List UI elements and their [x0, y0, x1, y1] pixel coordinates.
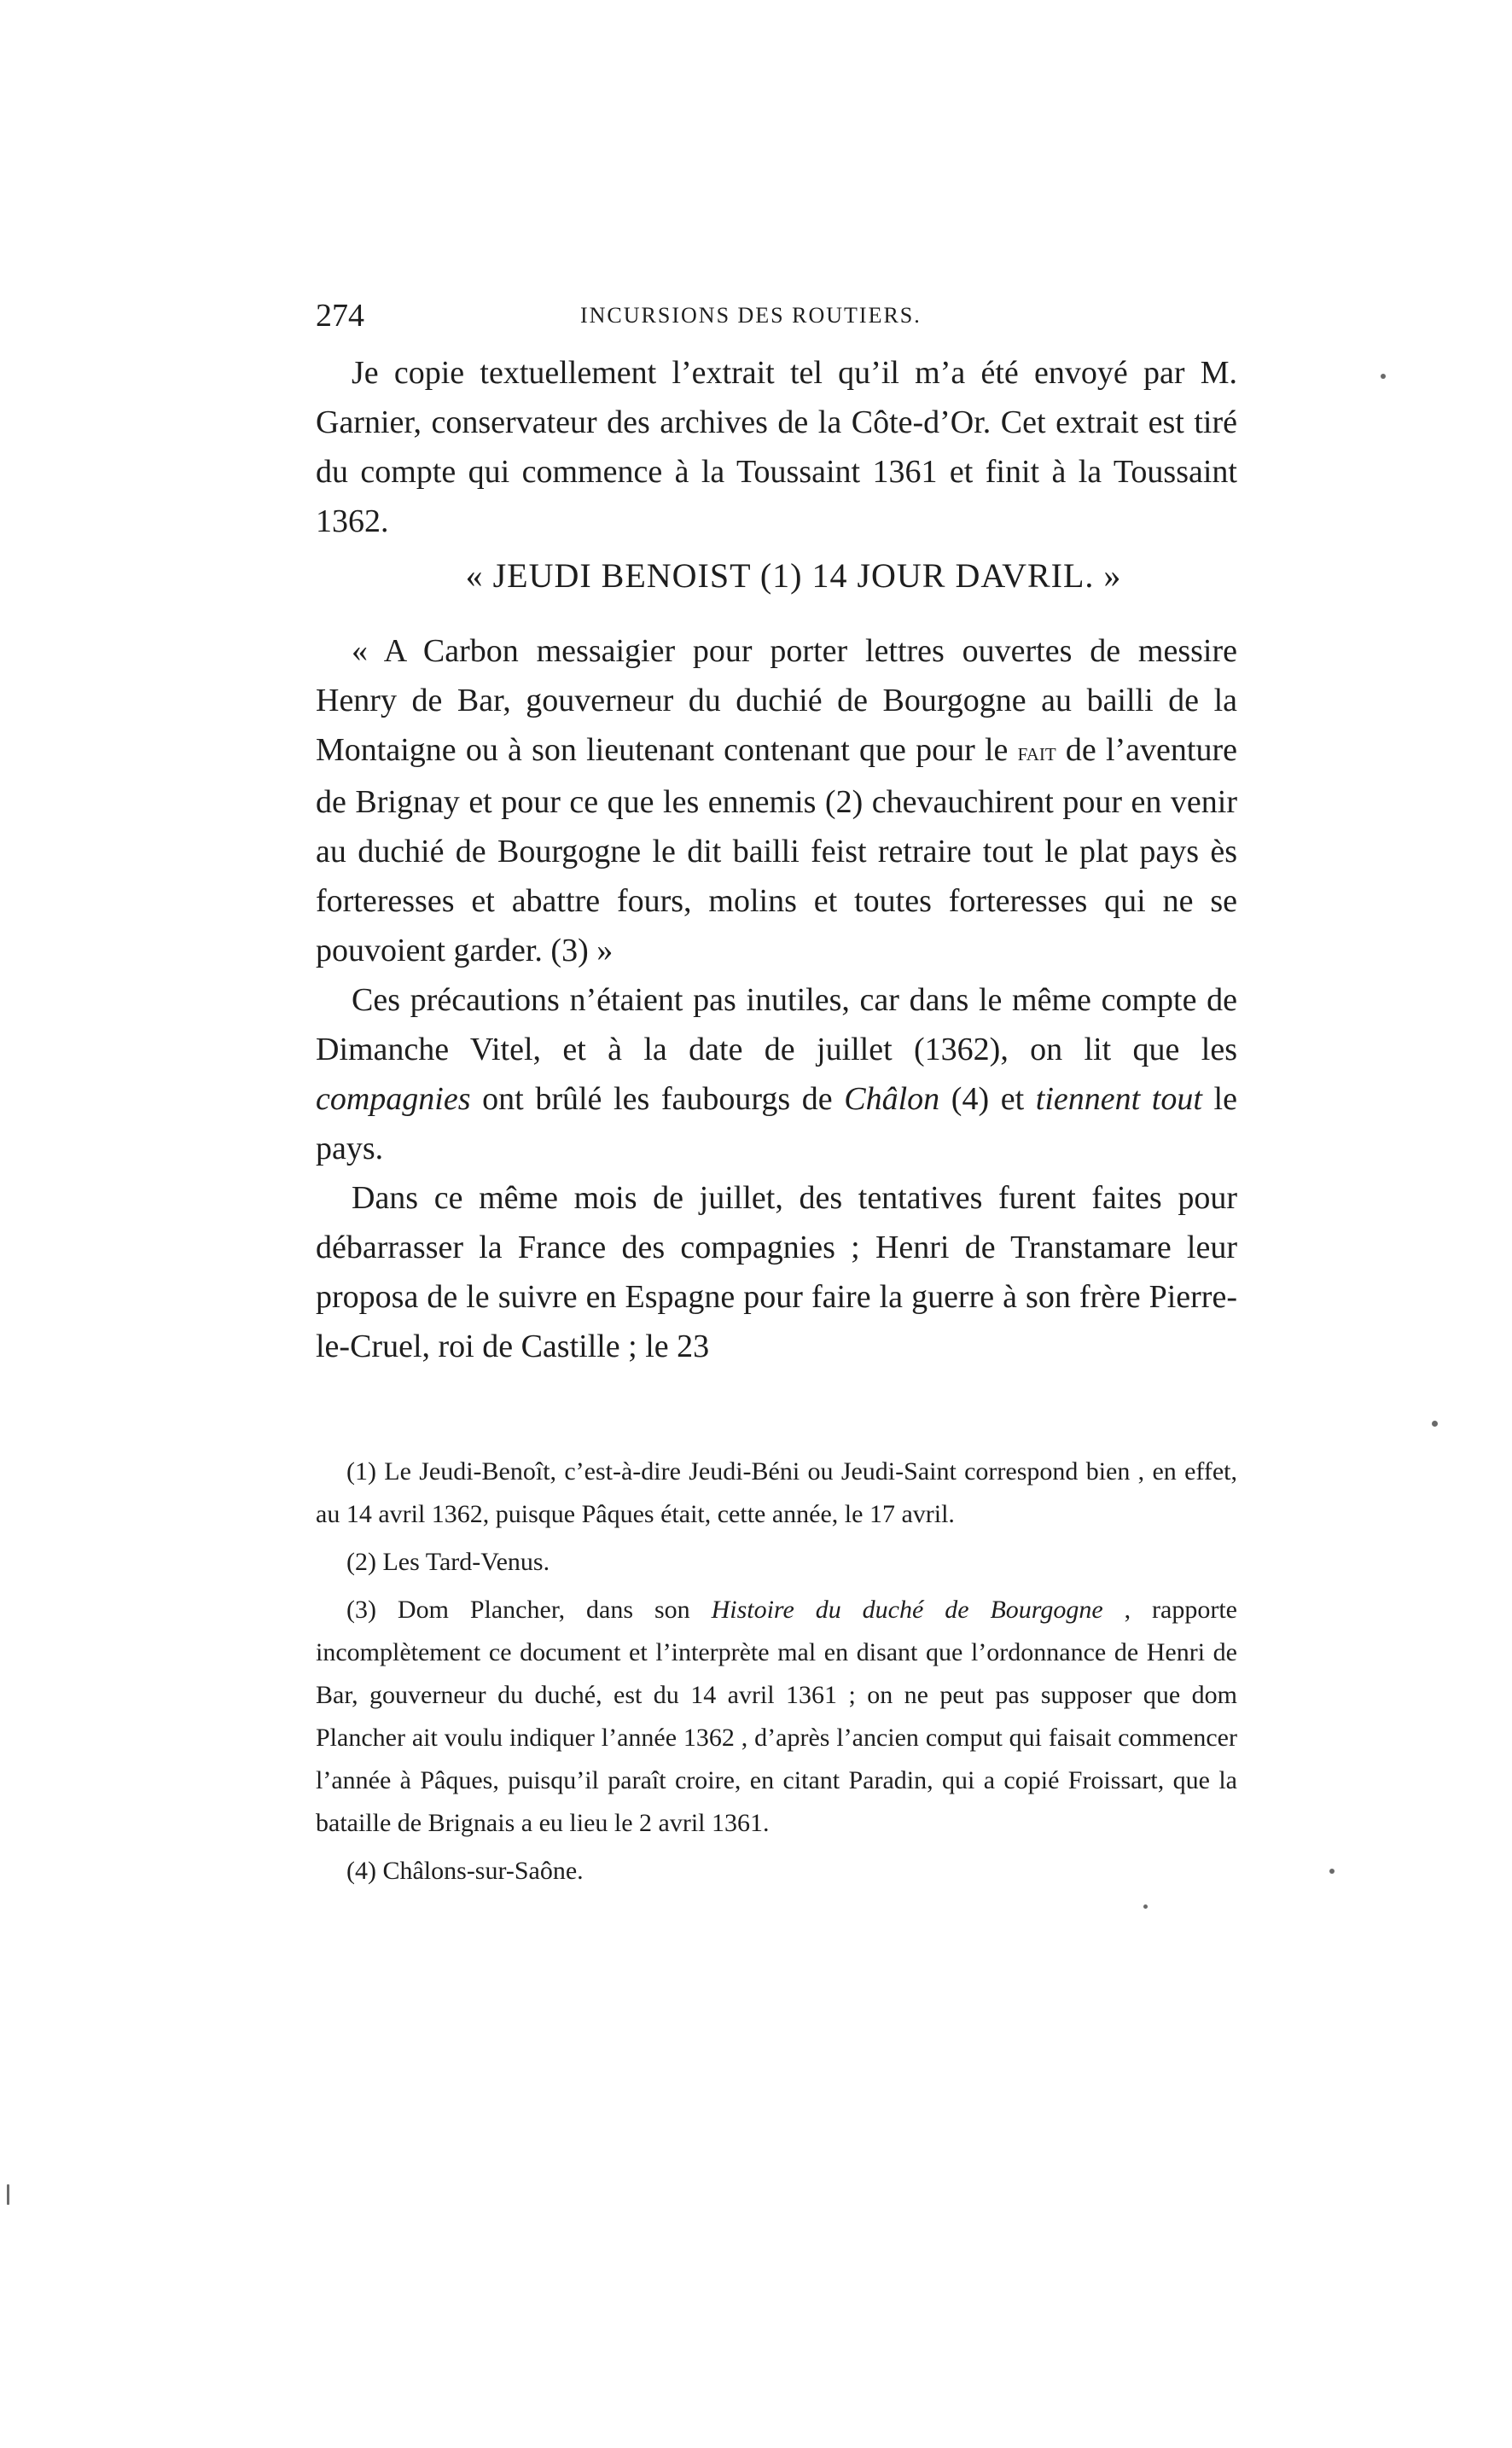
running-head: INCURSIONS DES ROUTIERS. [580, 303, 922, 328]
page-number: 274 [316, 298, 364, 334]
footnote-4: (4) Châlons-sur-Saône. [346, 1857, 584, 1885]
paragraph-precautions [316, 975, 1237, 1173]
main-text [316, 348, 1237, 1371]
footnotes [316, 1451, 1237, 1898]
fn3-text-a: (3) Dom Plancher, dans son [346, 1596, 712, 1624]
paragraph-juillet: Dans ce même mois de juillet, des tentatives furent faites pour débarrasser la France des compagnies ; Henri de Transtamare leur proposa de le suivre en Espagne pour faire la guerre à son frère Pierre-le-Cruel, roi de Castille ; le 23 [316, 1180, 1237, 1364]
fn3-text-b: , rapporte incomplètement ce document et l’interprète mal en disant que l’ordonnance de Henri de Bar, gouverneur du duché, est du 14 avril 1361 ; on ne peut pas supposer que dom Plancher ait voulu indiquer l’année 1362 , d’après l’ancien comput qui faisait commencer l’année à Pâques, puisqu’il paraît croire, en citant Paradin, qui a copié Froissart, que la bataille de Brignais a eu lieu le 2 avril 1361. [316, 1596, 1238, 1837]
scan-speck [7, 2184, 9, 2205]
quoted-document [316, 626, 1237, 975]
p3-text-b: ont brûlé les faubourgs de [470, 1081, 845, 1117]
footnote-3 [316, 1589, 1237, 1845]
footnote-2: (2) Les Tard-Venus. [346, 1548, 550, 1576]
p3-italic-compagnies: compagnies [316, 1081, 471, 1117]
fn3-italic-title: Histoire du duché de Bourgogne [711, 1596, 1103, 1624]
footnote-1: (1) Le Jeudi-Benoît, c’est-à-dire Jeudi-Béni ou Jeudi-Saint correspond bien , en effet, au 14 avril 1362, puisque Pâques était, cette année, le 17 avril. [316, 1457, 1237, 1528]
paragraph-intro: Je copie textuellement l’extrait tel qu’il m’a été envoyé par M. Garnier, conservateur des archives de la Côte-d’Or. Cet extrait est tiré du compte qui commence à la Toussaint 1361 et finit à la Toussaint 1362. [316, 355, 1237, 539]
quote-text-a: « A Carbon messaigier pour porter lettres ouvertes de messire Henry de Bar, gouverneur du duchié de Bourgogne au bailli de la Montaigne ou à son lieutenant contenant que pour le [316, 633, 1237, 768]
p3-italic-chalon: Châlon [844, 1081, 940, 1117]
p3-text-c: (4) et [939, 1081, 1036, 1117]
scan-speck [1329, 1869, 1335, 1874]
scan-speck [1432, 1421, 1438, 1427]
quote-text-b: de l’aventure de Brignay et pour ce que les ennemis (2) chevauchirent pour en venir au duchié de Bourgogne le dit bailli feist retraire tout le plat pays ès forteresses et abattre fours, molins et toutes forteresses qui ne se pouvoient garder. (3) » [316, 732, 1237, 968]
p3-text-d: le pays. [316, 1081, 1237, 1166]
p3-italic-tiennent: tiennent tout [1035, 1081, 1202, 1117]
quote-small-caps: fait [1017, 738, 1056, 766]
p3-text-a: Ces précautions n’étaient pas inutiles, car dans le même compte de Dimanche Vitel, et à la date de juillet (1362), on lit que les [316, 982, 1237, 1067]
scan-speck [1381, 374, 1386, 379]
document-heading: « JEUDI BENOIST (1) 14 JOUR DAVRIL. » [465, 556, 1122, 595]
page-header [316, 290, 1220, 341]
scan-speck [1143, 1904, 1148, 1909]
